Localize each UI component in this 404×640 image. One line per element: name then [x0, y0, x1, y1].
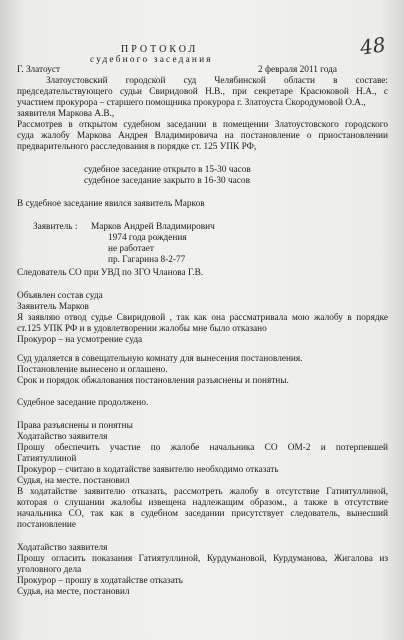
intro-line: участием прокурора – старшего помощника прокурора г. Златоуста Скородумовой О.А.,	[17, 98, 366, 108]
body-line: Гатиятуллиной	[17, 454, 77, 464]
body-line: Прошу обеспечить участие по жалобе начальника СО ОМ-2 и потерпевшей	[17, 443, 388, 453]
intro-line: Рассмотрев в открытом судебном заседании в помещении Златоустовского городского	[17, 120, 388, 130]
intro-line: председательствующего судьи Свиридовой Н.В., при секретаре Красюковой Н.А., с	[17, 87, 388, 97]
body-line: Прошу огласить показания Гатиятуллиной, Курдумановой, Курдуманова, Жигалова из	[17, 554, 388, 564]
intro-line: предварительного расследования в порядке ст. 125 УПК РФ,	[17, 142, 257, 152]
body-line: Прокурор – на усмотрение суда	[17, 335, 143, 345]
body-line: Постановление вынесено и оглашено.	[17, 365, 168, 375]
body-line: Прокурор – прошу в ходатайстве отказать	[17, 576, 183, 586]
investigator-line: Следователь СО при УВД по ЗГО Чланова Г.В.	[17, 268, 204, 278]
appeared-line: В судебное заседание явился заявитель Марков	[17, 199, 205, 209]
handwritten-page-number: 48	[358, 32, 387, 60]
body-line: Судья, на месте, постановил	[17, 587, 130, 597]
protocol-subtitle: судебного заседания	[90, 55, 213, 65]
body-line: уголовного дела	[17, 565, 82, 575]
body-line: Срок и порядок обжалования постановления разъяснены и понятны.	[17, 376, 289, 386]
body-line: Права разъяснены и понятны	[17, 421, 133, 431]
applicant-birth: 1974 года рождения	[108, 233, 187, 243]
applicant-work: не работает	[108, 244, 154, 254]
body-line: начальника СО, так как в судебном заседании присутствует следователь, вынесший	[17, 509, 388, 519]
body-line: Ходатайство заявителя	[17, 432, 108, 442]
city: Г. Златоуст	[17, 65, 61, 75]
session-opened: судебное заседание открыто в 15-30 часов	[84, 165, 251, 175]
body-line: Объявлен состав суда	[17, 291, 103, 301]
body-line: Суд удаляется в совещательную комнату для вынесения постановления.	[17, 354, 303, 364]
body-line: Заявитель Марков	[17, 302, 89, 312]
protocol-title: ПРОТОКОЛ	[121, 44, 199, 55]
body-line: В ходатайстве заявителю отказать, рассмотреть жалобу в отсутствие Гатиятуллиной,	[17, 487, 388, 497]
intro-line: заявителя Маркова А.В.,	[17, 109, 115, 119]
intro-line: суда жалобу Маркова Андрея Владимировича на постановление о приостановлении	[17, 131, 388, 141]
applicant-address: пр. Гагарина 8-2-77	[108, 255, 186, 265]
body-line: ст.125 УПК РФ и в удовлетворении жалобы мне было отказано	[17, 324, 267, 334]
applicant-name: Марков Андрей Владимирович	[91, 222, 215, 232]
body-line: Прокурор – считаю в ходатайстве заявителю необходимо отказать	[17, 465, 279, 475]
date: 2 февраля 2011 года	[258, 65, 338, 75]
body-line: которая о слушании жалобы извещена надлежащим образом., а также в отсутствие	[17, 498, 388, 508]
body-line: постановление	[17, 520, 77, 530]
intro-line: Златоустовский городской суд Челябинской области в составе:	[46, 76, 388, 86]
body-line: Я заявляю отвод судье Свиридовой , так как она рассматривала мою жалобу в порядке	[17, 313, 388, 323]
applicant-label: Заявитель :	[33, 222, 78, 232]
body-line: Ходатайство заявителя	[17, 543, 108, 553]
body-line: Судебное заседание продолжено.	[17, 398, 149, 408]
body-line: Судья, на месте. постановил	[17, 476, 130, 486]
session-closed: судебное заседание закрыто в 16-30 часов	[84, 176, 250, 186]
